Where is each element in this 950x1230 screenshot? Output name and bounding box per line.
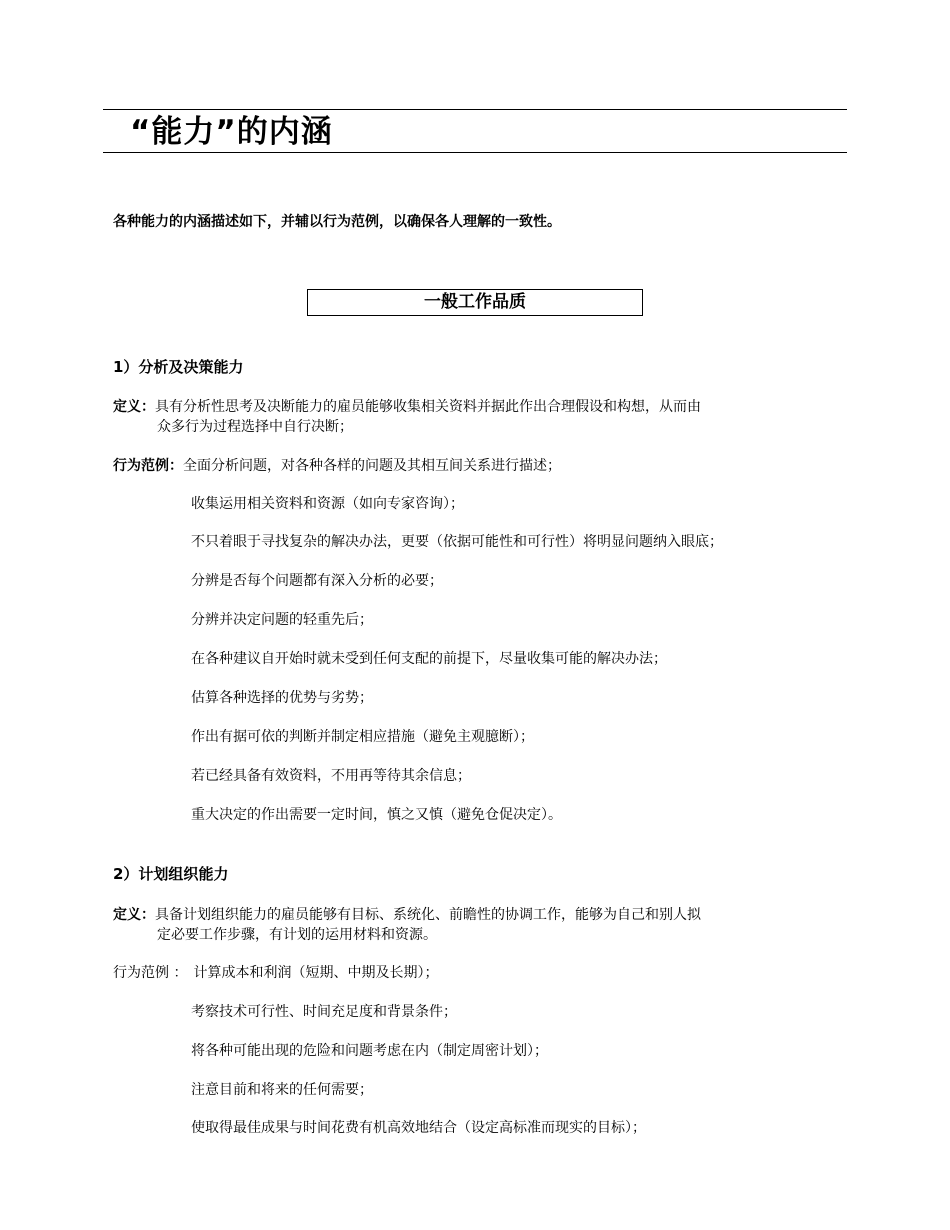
- page-title: “能力”的内涵: [130, 114, 333, 150]
- s1-item: 在各种建议自开始时就未受到任何支配的前提下，尽量收集可能的解决办法；: [191, 651, 667, 667]
- s1-item: 收集运用相关资料和资源（如向专家咨询）；: [191, 496, 464, 512]
- s1-def-text-2: 众多行为过程选择中自行决断；: [157, 419, 353, 435]
- s1-behavior-first: [113, 456, 561, 476]
- s2-def-text-2: 定必要工作步骤，有计划的运用材料和资源。: [157, 927, 437, 943]
- s2-behavior-first: [113, 963, 438, 983]
- s1-def-text-1: 具有分析性思考及决断能力的雇员能够收集相关资料并据此作出合理假设和构想，从而由: [155, 399, 701, 415]
- s2-heading: 2）计划组织能力: [113, 865, 229, 883]
- section-title-box: 一般工作品质: [307, 289, 643, 316]
- s2-item: 注意目前和将来的任何需要；: [191, 1082, 373, 1098]
- s1-item: 若已经具备有效资料，不用再等待其余信息；: [191, 768, 471, 784]
- s1-item: 分辨是否每个问题都有深入分析的必要；: [191, 573, 443, 589]
- s1-beh-first: 全面分析问题，对各种各样的问题及其相互间关系进行描述；: [183, 458, 561, 474]
- title-underline: [103, 152, 847, 153]
- s2-item: 考察技术可行性、时间充足度和背景条件；: [191, 1004, 457, 1020]
- s1-item: 分辨并决定问题的轻重先后；: [191, 612, 373, 628]
- s1-beh-label: 行为范例：: [113, 458, 183, 474]
- s2-beh-label: 行为范例 ：: [113, 965, 188, 981]
- s1-def-label: 定义：: [113, 399, 155, 415]
- s2-item: 将各种可能出现的危险和问题考虑在内（制定周密计划）；: [191, 1043, 548, 1059]
- s1-item: 作出有据可依的判断并制定相应措施（避免主观臆断）；: [191, 729, 534, 745]
- s2-def-label: 定义：: [113, 907, 155, 923]
- s1-definition: [113, 397, 838, 437]
- intro-text: 各种能力的内涵描述如下，并辅以行为范例，以确保各人理解的一致性。: [113, 214, 561, 230]
- s2-beh-first: 计算成本和利润（短期、中期及长期）；: [193, 965, 439, 981]
- s2-item: 使取得最佳成果与时间花费有机高效地结合（设定高标准而现实的目标）；: [191, 1120, 646, 1136]
- s1-item: 估算各种选择的优势与劣势；: [191, 690, 373, 706]
- s1-heading: 1）分析及决策能力: [113, 358, 244, 376]
- s1-item: 不只着眼于寻找复杂的解决办法，更要（依据可能性和可行性）将明显问题纳入眼底；: [191, 534, 723, 550]
- s2-def-text-1: 具备计划组织能力的雇员能够有目标、系统化、前瞻性的协调工作，能够为自己和别人拟: [155, 907, 701, 923]
- s1-item: 重大决定的作出需要一定时间，慎之又慎（避免仓促决定）。: [191, 807, 562, 823]
- top-rule: [103, 109, 847, 110]
- s2-definition: [113, 905, 838, 945]
